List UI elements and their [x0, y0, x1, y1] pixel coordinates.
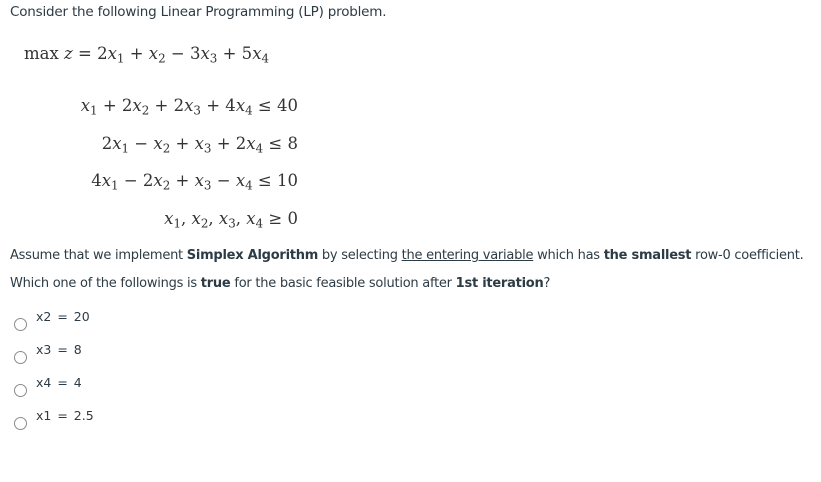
option-label-2[interactable]: x3 = 8 [36, 342, 82, 357]
non-negativity-constraint: $x_1$, $x_2$, $x_3$, $x_4 \ge 0$ [164, 208, 298, 230]
question-prompt-1 [10, 248, 803, 263]
objective-variable: z [64, 44, 73, 63]
prompt2-text-a: Which one of the followings is [10, 276, 201, 291]
objective-function [24, 44, 269, 65]
option-label-3[interactable]: x4 = 4 [36, 375, 82, 390]
constraint-3: $4x_1 - 2x_2 + x_3 - x_4 \le 10$ [91, 171, 298, 193]
radio-button-option-1[interactable] [14, 318, 27, 331]
prompt2-text-e: ? [543, 276, 551, 291]
radio-button-option-4[interactable] [14, 417, 27, 430]
prompt1-bold-smallest: the smallest [603, 248, 692, 263]
option-label-4[interactable]: x1 = 2.5 [36, 408, 94, 423]
radio-button-option-3[interactable] [14, 384, 27, 397]
prompt1-text-e: which has [533, 248, 604, 263]
max-keyword: max [24, 44, 59, 63]
prompt2-bold-true: true [200, 276, 231, 291]
question-intro: Consider the following Linear Programming (LP) problem. [10, 4, 387, 20]
option-label-1[interactable]: x2 = 20 [36, 309, 90, 324]
question-prompt-2 [10, 276, 550, 291]
constraint-2: $2x_1 - x_2 + x_3 + 2x_4 \le 8$ [101, 133, 298, 155]
radio-button-option-2[interactable] [14, 351, 27, 364]
objective-equals: = [78, 44, 92, 63]
prompt2-text-c: for the basic feasible solution after [230, 276, 456, 291]
prompt1-text-g: row-0 coefficient. [691, 248, 804, 263]
objective-terms: $2x_1 + x_2 - 3x_3 + 5x_4$ [97, 44, 270, 66]
constraints-block [60, 93, 298, 243]
prompt1-text-c: by selecting [318, 248, 402, 263]
constraint-1: $x_1 + 2x_2 + 2x_3 + 4x_4 \le 40$ [80, 96, 298, 118]
prompt1-text-a: Assume that we implement [10, 248, 187, 263]
prompt2-bold-iteration: 1st iteration [455, 276, 544, 291]
prompt1-underlined-entering: the entering variable [401, 248, 534, 263]
prompt1-bold-simplex: Simplex Algorithm [186, 248, 319, 263]
